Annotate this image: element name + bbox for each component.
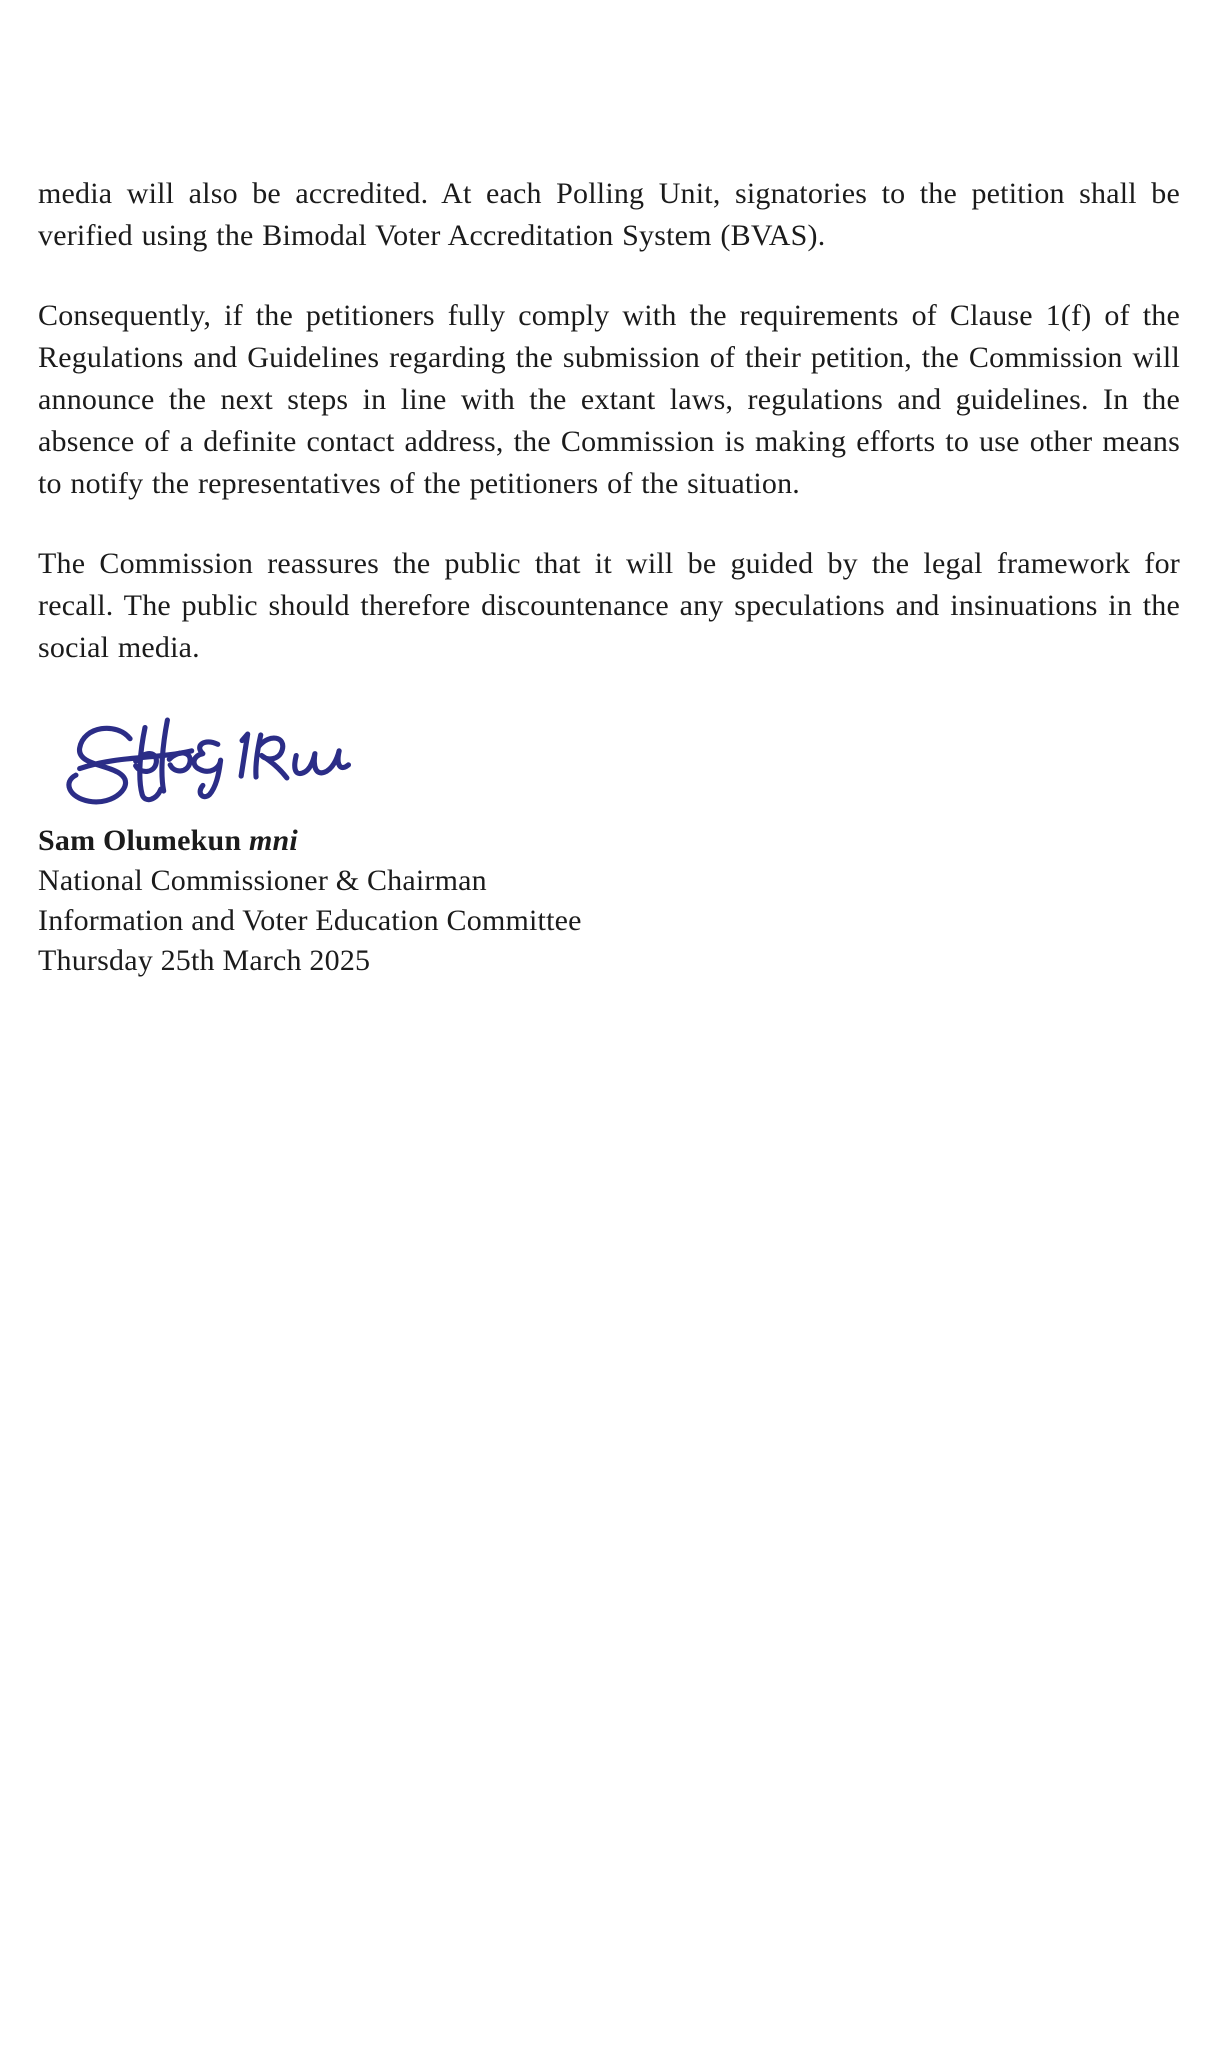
body-text [38, 173, 1180, 669]
signatory-post-nominal: mni [249, 824, 298, 857]
signatory-role: National Commissioner & Chairman [38, 864, 487, 897]
signatory-committee: Information and Voter Education Committee [38, 904, 582, 937]
paragraph-next-steps: Consequently, if the petitioners fully comply with the requirements of Clause 1(f) of the Regulations and Guidelines regarding the submission of their petition, the Commission will announce the next steps in line with the extant laws, regulations and guidelines. In the absence of a definite contact address, the Commission is making efforts to use other means to notify the representatives of the petitioners of the situation. [38, 299, 1180, 500]
signatory-name-text: Sam Olumekun [38, 824, 242, 857]
paragraph-accreditation: media will also be accredited. At each Polling Unit, signatories to the petition shall be verified using the Bimodal Voter Accreditation System (BVAS). [38, 177, 1180, 252]
document-page [38, 173, 1180, 981]
signature-image [42, 707, 360, 819]
paragraph-reassurance: The Commission reassures the public that it will be guided by the legal framework for recall. The public should therefore discountenance any speculations and insinuations in the social media. [38, 547, 1180, 664]
signature-block [38, 707, 1180, 981]
signatory-name [38, 821, 1180, 861]
signatory-date: Thursday 25th March 2025 [38, 944, 371, 977]
